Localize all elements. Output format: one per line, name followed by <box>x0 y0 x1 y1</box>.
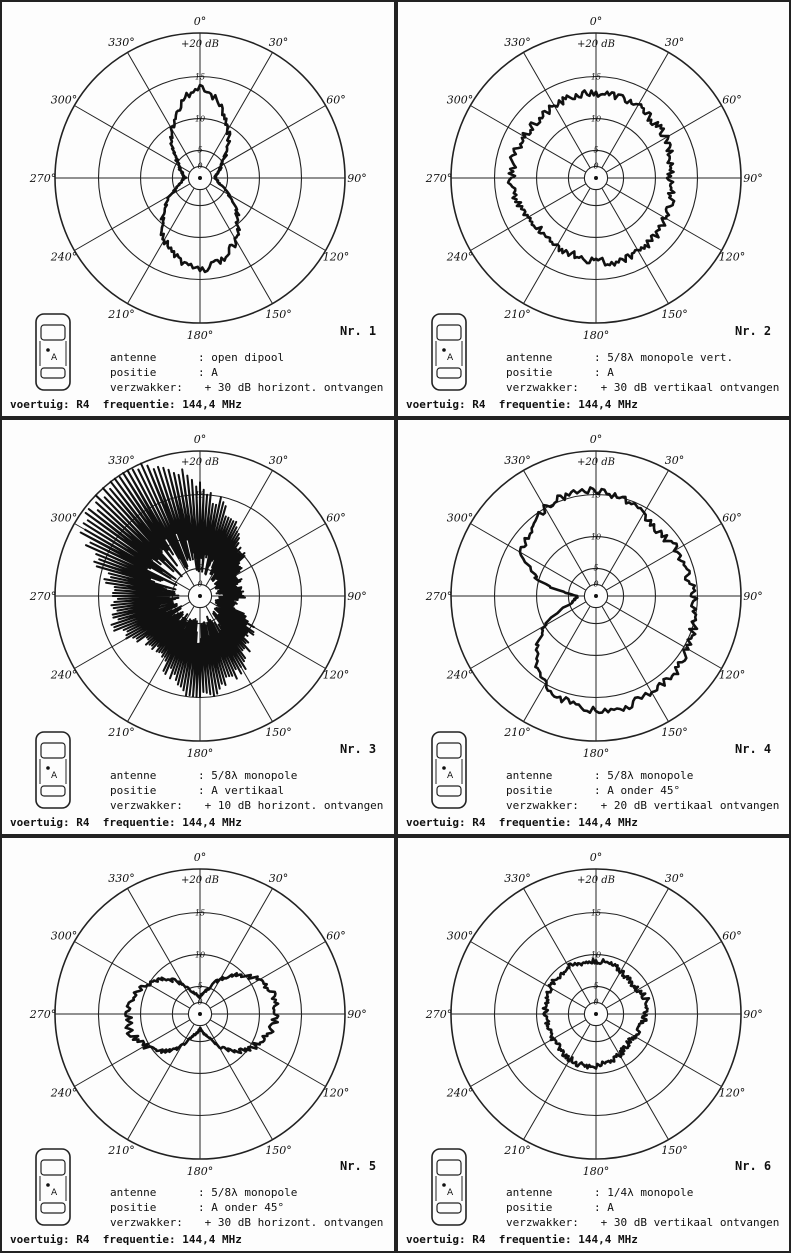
chart-info <box>110 1185 383 1230</box>
angle-label: 210° <box>108 725 135 739</box>
verzwakker-row <box>506 380 779 395</box>
angle-label: 210° <box>504 1143 531 1157</box>
positie-row <box>506 783 779 798</box>
angle-label: 90° <box>347 172 367 185</box>
verzwakker-row-value: + 20 dB vertikaal ontvangen <box>594 799 780 812</box>
verzwakker-row-value: + 30 dB horizont. ontvangen <box>198 1216 384 1229</box>
angle-label: 330° <box>504 36 531 50</box>
angle-label: 180° <box>582 747 610 760</box>
grid-spoke <box>524 470 591 586</box>
center-dot <box>594 176 598 180</box>
frequentie-value: 144,4 MHz <box>182 816 242 829</box>
angle-label: 270° <box>425 590 453 603</box>
positie-row-value: : A <box>594 1201 614 1214</box>
angle-label: 0° <box>589 433 603 446</box>
frequentie-label: frequentie: <box>498 816 579 829</box>
antenne-row-label: antenne <box>506 769 553 782</box>
ring-label: 10 <box>590 532 602 542</box>
positie-row-label: positie <box>506 366 553 379</box>
frequentie-value: 144,4 MHz <box>182 1233 242 1246</box>
grid-spoke <box>524 52 591 168</box>
voertuig-value: R4 <box>472 816 499 829</box>
ring-label: +20 dB <box>180 875 220 886</box>
vehicle-frequency-line <box>406 1233 638 1246</box>
angle-label: 300° <box>50 511 78 525</box>
angle-label: 330° <box>504 454 531 468</box>
angle-label: 180° <box>186 1165 214 1178</box>
angle-label: 60° <box>722 93 742 107</box>
angle-label: 150° <box>661 1143 688 1157</box>
angle-label: 180° <box>186 747 214 760</box>
voertuig-label: voertuig: <box>10 398 77 411</box>
antenne-row-value: : 5/8λ monopole <box>198 769 298 782</box>
ring-label: 5 <box>593 563 599 573</box>
chart-number: Nr. 4 <box>735 742 772 756</box>
grid-spoke <box>602 52 669 168</box>
voertuig-label: voertuig: <box>10 816 77 829</box>
positie-row <box>110 1200 383 1215</box>
angle-label: 60° <box>326 929 346 943</box>
ring-label: 0 <box>593 579 599 589</box>
angle-label: 240° <box>50 1086 78 1100</box>
verzwakker-row <box>506 798 779 813</box>
angle-label: 330° <box>108 454 135 468</box>
ring-label: +20 dB <box>180 39 220 50</box>
chart-info <box>506 1185 779 1230</box>
positie-row-label: positie <box>506 784 553 797</box>
antenne-row <box>506 1185 779 1200</box>
verzwakker-row-label: verzwakker: <box>506 1216 579 1229</box>
voertuig-value: R4 <box>472 1233 499 1246</box>
angle-label: 210° <box>108 1143 135 1157</box>
verzwakker-row-value: + 30 dB vertikaal ontvangen <box>594 1216 780 1229</box>
ring-label: 15 <box>590 72 602 82</box>
angle-label: 30° <box>664 36 685 50</box>
angle-label: 0° <box>589 851 603 864</box>
angle-label: 330° <box>504 872 531 886</box>
frequentie-label: frequentie: <box>498 398 579 411</box>
antenne-row-value: : 1/4λ monopole <box>594 1186 694 1199</box>
chart-number: Nr. 3 <box>340 742 377 756</box>
ring-label: 10 <box>590 950 602 960</box>
voertuig-value: R4 <box>76 816 103 829</box>
center-dot <box>198 176 202 180</box>
antenne-row <box>110 768 383 783</box>
antenne-row <box>506 768 779 783</box>
angle-label: 120° <box>718 1086 746 1100</box>
angle-label: 270° <box>425 1008 453 1021</box>
angle-label: 330° <box>108 872 135 886</box>
frequentie-value: 144,4 MHz <box>578 398 638 411</box>
center-dot <box>594 594 598 598</box>
ring-label: 5 <box>197 145 203 155</box>
ring-label: 0 <box>593 161 599 171</box>
grid-spoke <box>470 602 586 669</box>
ring-label: 10 <box>194 532 206 542</box>
chart-panel-1 <box>0 0 396 418</box>
angle-label: 270° <box>425 172 453 185</box>
positie-row-label: positie <box>506 1201 553 1214</box>
frequentie-value: 144,4 MHz <box>182 398 242 411</box>
grid-spoke <box>128 188 195 304</box>
grid-spoke <box>470 1020 586 1087</box>
angle-label: 300° <box>50 93 78 107</box>
car-icon <box>432 314 466 390</box>
positie-row-value: : A <box>594 366 614 379</box>
ring-label: +20 dB <box>576 457 616 468</box>
center-dot <box>198 594 202 598</box>
angle-label: 90° <box>347 590 367 603</box>
antenne-row-label: antenne <box>110 1186 157 1199</box>
car-icon <box>432 732 466 808</box>
pattern-trace <box>520 488 697 713</box>
grid-spoke <box>602 606 669 722</box>
grid-spoke <box>206 188 273 304</box>
positie-row-value: : A onder 45° <box>198 1201 285 1214</box>
ring-label: 15 <box>590 908 602 918</box>
chart-info <box>110 768 383 813</box>
positie-row-value: : A <box>198 366 218 379</box>
angle-label: 240° <box>50 250 78 264</box>
chart-panel-2 <box>396 0 791 418</box>
verzwakker-row-value: + 30 dB vertikaal ontvangen <box>594 381 780 394</box>
ring-label: 15 <box>590 490 602 500</box>
angle-label: 300° <box>446 511 474 525</box>
positie-row-value: : A vertikaal <box>198 784 285 797</box>
angle-label: 90° <box>347 1008 367 1021</box>
angle-label: 270° <box>29 172 57 185</box>
verzwakker-row <box>110 798 383 813</box>
car-icon <box>432 1149 466 1225</box>
voertuig-value: R4 <box>472 398 499 411</box>
angle-label: 240° <box>446 250 474 264</box>
antenne-row-value: : open dipool <box>198 351 285 364</box>
ring-label: 0 <box>197 997 203 1007</box>
chart-panel-6 <box>396 836 791 1253</box>
car-position-marker: A <box>447 353 454 363</box>
chart-info <box>506 768 779 813</box>
verzwakker-row-value: + 30 dB horizont. ontvangen <box>198 381 384 394</box>
car-position-marker: A <box>51 353 58 363</box>
grid-spoke <box>470 106 586 173</box>
grid-spoke <box>602 1024 669 1140</box>
chart-number: Nr. 5 <box>340 1159 377 1173</box>
angle-label: 120° <box>322 250 350 264</box>
car-icon <box>36 732 70 808</box>
angle-label: 300° <box>446 93 474 107</box>
positie-row <box>506 365 779 380</box>
verzwakker-row-label: verzwakker: <box>110 1216 183 1229</box>
frequentie-label: frequentie: <box>498 1233 579 1246</box>
vehicle-frequency-line <box>10 816 242 829</box>
angle-label: 60° <box>722 511 742 525</box>
angle-label: 30° <box>268 872 289 886</box>
antenne-row <box>110 1185 383 1200</box>
grid-spoke <box>470 524 586 591</box>
chart-info <box>506 350 779 395</box>
car-position-marker: A <box>447 771 454 781</box>
angle-label: 240° <box>50 668 78 682</box>
chart-number: Nr. 1 <box>340 324 377 338</box>
angle-label: 180° <box>582 329 610 342</box>
angle-label: 120° <box>322 1086 350 1100</box>
angle-label: 120° <box>718 250 746 264</box>
grid-spoke <box>602 470 669 586</box>
angle-label: 120° <box>718 668 746 682</box>
ring-label: 5 <box>593 145 599 155</box>
grid-spoke <box>606 524 722 591</box>
center-dot <box>198 1012 202 1016</box>
angle-label: 240° <box>446 1086 474 1100</box>
antenne-row-label: antenne <box>506 351 553 364</box>
ring-label: 0 <box>197 579 203 589</box>
angle-label: 150° <box>265 725 292 739</box>
positie-row <box>110 365 383 380</box>
angle-label: 60° <box>326 93 346 107</box>
verzwakker-row-label: verzwakker: <box>506 381 579 394</box>
voertuig-label: voertuig: <box>406 398 473 411</box>
angle-label: 150° <box>265 1143 292 1157</box>
antenne-row-value: : 5/8λ monopole vert. <box>594 351 734 364</box>
ring-label: 15 <box>194 908 206 918</box>
ring-label: 5 <box>197 981 203 991</box>
antenne-row-label: antenne <box>110 351 157 364</box>
angle-label: 0° <box>193 851 207 864</box>
car-icon <box>36 314 70 390</box>
grid-spoke <box>524 606 591 722</box>
voertuig-label: voertuig: <box>10 1233 77 1246</box>
angle-label: 240° <box>446 668 474 682</box>
car-icon <box>36 1149 70 1225</box>
angle-label: 150° <box>265 307 292 321</box>
angle-label: 0° <box>589 15 603 28</box>
ring-label: 5 <box>197 563 203 573</box>
angle-label: 30° <box>664 872 685 886</box>
angle-label: 90° <box>743 172 763 185</box>
vehicle-frequency-line <box>10 1233 242 1246</box>
chart-number: Nr. 2 <box>735 324 772 338</box>
vehicle-frequency-line <box>406 398 638 411</box>
positie-row-value: : A onder 45° <box>594 784 681 797</box>
positie-row-label: positie <box>110 784 157 797</box>
positie-row-label: positie <box>110 1201 157 1214</box>
verzwakker-row <box>110 1215 383 1230</box>
grid-spoke <box>206 888 273 1004</box>
frequentie-label: frequentie: <box>102 816 183 829</box>
angle-label: 300° <box>446 929 474 943</box>
grid-spoke <box>128 52 195 168</box>
frequentie-value: 144,4 MHz <box>578 816 638 829</box>
verzwakker-row-label: verzwakker: <box>506 799 579 812</box>
ring-label: 15 <box>194 490 206 500</box>
angle-label: 180° <box>582 1165 610 1178</box>
grid-spoke <box>210 1020 326 1087</box>
chart-panel-4 <box>396 418 791 836</box>
grid-spoke <box>210 942 326 1009</box>
vehicle-frequency-line <box>406 816 638 829</box>
chart-panel-5 <box>0 836 396 1253</box>
positie-row-label: positie <box>110 366 157 379</box>
angle-label: 270° <box>29 1008 57 1021</box>
ring-label: 0 <box>197 161 203 171</box>
frequentie-value: 144,4 MHz <box>578 1233 638 1246</box>
ring-label: 10 <box>194 114 206 124</box>
angle-label: 30° <box>664 454 685 468</box>
antenne-row-value: : 5/8λ monopole <box>198 1186 298 1199</box>
angle-label: 0° <box>193 15 207 28</box>
grid-spoke <box>524 888 591 1004</box>
angle-label: 0° <box>193 433 207 446</box>
ring-label: 5 <box>593 981 599 991</box>
grid-spoke <box>470 942 586 1009</box>
angle-label: 270° <box>29 590 57 603</box>
angle-label: 90° <box>743 590 763 603</box>
frequentie-label: frequentie: <box>102 1233 183 1246</box>
grid-spoke <box>602 188 669 304</box>
angle-label: 30° <box>268 36 289 50</box>
ring-label: +20 dB <box>180 457 220 468</box>
center-dot <box>594 1012 598 1016</box>
vehicle-frequency-line <box>10 398 242 411</box>
chart-number: Nr. 6 <box>735 1159 772 1173</box>
chart-info <box>110 350 383 395</box>
verzwakker-row-label: verzwakker: <box>110 799 183 812</box>
angle-label: 300° <box>50 929 78 943</box>
positie-row <box>110 783 383 798</box>
chart-panel-3 <box>0 418 396 836</box>
positie-row <box>506 1200 779 1215</box>
antenne-row <box>110 350 383 365</box>
grid-spoke <box>206 52 273 168</box>
angle-label: 150° <box>661 307 688 321</box>
car-position-marker: A <box>51 1188 58 1198</box>
angle-label: 330° <box>108 36 135 50</box>
frequentie-label: frequentie: <box>102 398 183 411</box>
car-position-marker: A <box>447 1188 454 1198</box>
ring-label: 15 <box>194 72 206 82</box>
antenne-row-label: antenne <box>110 769 157 782</box>
antenne-row <box>506 350 779 365</box>
grid-spoke <box>606 106 722 173</box>
voertuig-label: voertuig: <box>406 1233 473 1246</box>
verzwakker-row-label: verzwakker: <box>110 381 183 394</box>
ring-label: 10 <box>194 950 206 960</box>
angle-label: 210° <box>108 307 135 321</box>
verzwakker-row <box>506 1215 779 1230</box>
angle-label: 210° <box>504 307 531 321</box>
verzwakker-row <box>110 380 383 395</box>
angle-label: 180° <box>186 329 214 342</box>
angle-label: 120° <box>322 668 350 682</box>
verzwakker-row-value: + 10 dB horizont. ontvangen <box>198 799 384 812</box>
angle-label: 60° <box>326 511 346 525</box>
grid-spoke <box>606 602 722 669</box>
ring-label: +20 dB <box>576 39 616 50</box>
voertuig-label: voertuig: <box>406 816 473 829</box>
antenne-row-value: : 5/8λ monopole <box>594 769 694 782</box>
angle-label: 210° <box>504 725 531 739</box>
voertuig-value: R4 <box>76 1233 103 1246</box>
ring-label: 10 <box>590 114 602 124</box>
ring-label: 0 <box>593 997 599 1007</box>
antenne-row-label: antenne <box>506 1186 553 1199</box>
angle-label: 60° <box>722 929 742 943</box>
ring-label: +20 dB <box>576 875 616 886</box>
angle-label: 90° <box>743 1008 763 1021</box>
angle-label: 30° <box>268 454 289 468</box>
car-position-marker: A <box>51 771 58 781</box>
voertuig-value: R4 <box>76 398 103 411</box>
angle-label: 150° <box>661 725 688 739</box>
